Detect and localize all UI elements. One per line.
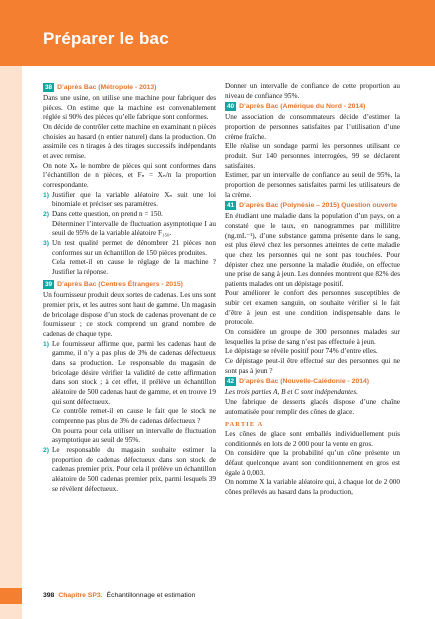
exercise-number: 39 [45,281,53,289]
item-continuation: Cela remet-il en cause le réglage de la machine ? Justifier la réponse. [52,258,216,276]
paragraph: Le dépistage se révèle positif pour 74% d’entre elles. [225,347,378,356]
question-item [43,446,216,494]
exercise-number: 40 [227,103,235,111]
exercise-number: 38 [45,84,53,91]
paragraph: On décide de contrôler cette machine en examinant n pièces choisies au hasard (n entier naturel) dans la production. On assimile ces n tirages à des tirages successifs indépendants et avec remise. [43,122,216,160]
chapter-banner [0,0,435,66]
paragraph: Une fabrique de desserts glacés dispose d’une chaîne automatisée pour remplir des cônes de glace. [225,398,400,416]
chapter-title: Échantillonnage et estimation [106,592,196,599]
question-item [43,239,216,258]
item-number: 2) [43,446,50,454]
item-number: 1) [43,191,50,199]
item-text: Un test qualité permet de dénombrer 21 pièces non conformes sur un échantillon de 150 pièces produites. [52,238,216,257]
page-title: Préparer le bac [43,29,169,48]
left-column [43,82,216,494]
item-continuation: Ce contrôle remet-il en cause le fait que le stock ne comprenne pas plus de 3% de cadenas défectueux ? [52,407,216,425]
paragraph: Estimer, par un intervalle de confiance au seuil de 95%, la proportion de personnes satisfaites parmi les utilisateurs de la crème. [225,171,400,199]
part-heading: PARTIE A [225,421,264,429]
item-text: Justifier que la variable aléatoire Xₙ suit une loi binomiale et préciser ses paramètres. [52,190,216,209]
item-number: 2) [43,210,50,218]
item-number: 1) [43,340,50,348]
exercise-39-header [43,280,216,290]
paragraph: Les trois parties A, B et C sont indépendantes. [225,388,358,397]
question-item [43,191,216,210]
footer-marker [0,588,22,604]
exercise-title: D’après Bac (Nouvelle-Calédonie - 2014) [239,378,370,386]
page-number: 398 [43,592,55,599]
chapter-label: Chapitre SP3. [58,592,103,599]
paragraph: Elle réalise un sondage parmi les personnes utilisant ce produit. Sur 140 personnes interrogées, 99 se déclarent satisfaites. [225,142,400,170]
question-item [43,210,216,220]
paragraph: Pour améliorer le confort des personnes susceptibles de subir cet examen sanguin, on souhaite vérifier si le fait d’être à jeun est une condition indispensable dans le protocole. [225,289,400,327]
exercise-title: D’après Bac (Amérique du Nord - 2014) [239,103,366,111]
paragraph: Dans une usine, on utilise une machine pour fabriquer des pièces. On estime que la machine est convenablement réglée si 90% des pièces qu’elle fabrique sont conformes. [43,94,216,122]
item-continuation: Déterminer l’intervalle de fluctuation asymptotique I au seuil de 95% de la variable aléatoire F₁₅₀. [52,219,216,238]
page-footer [43,592,195,599]
exercise-title: D’après Bac (Polynésie – 2015) Question ouverte [239,202,398,210]
exercise-title: D’après Bac (Centres Étrangers - 2015) [57,281,183,289]
item-text: Le fournisseur affirme que, parmi les cadenas haut de gamme, il n’y a pas plus de 3% de cadenas défectueux dans sa production. Le responsable du magasin de bricolage désire vérifier la validité de cette affirmation dans son stock ; à cet effet, il prélève un échantillon aléatoire de 500 cadenas haut de gamme, et en trouve 19 qui sont défectueux. [52,339,216,406]
item-text: Dans cette question, on prend n = 150. [52,209,163,218]
exercise-38-header [43,83,216,93]
item-number: 3) [43,239,50,247]
exercise-40-header [225,102,400,112]
question-item [43,340,216,408]
exercise-41-header [225,201,400,211]
paragraph: Les cônes de glace sont emballés individuellement puis conditionnés en lots de 2 000 pour la vente en gros. [225,430,400,448]
exercise-number: 42 [227,378,235,386]
paragraph: Une association de consommateurs décide d’estimer la proportion de personnes satisfaites par l’utilisation d’une crème fraîche. [225,113,400,141]
paragraph: Un fournisseur produit deux sortes de cadenas. Les uns sont premier prix, et les autres sont haut de gamme. Un magasin de bricolage dispose d’un stock de cadenas provenant de ce fournisseur ; ce stock comprend un grand nombre de cadenas de chaque type. [43,291,216,339]
paragraph: On note Xₙ le nombre de pièces qui sont conformes dans l’échantillon de n pièces, et Fₙ = Xₙ/n la proportion correspondante. [43,161,216,189]
paragraph: Donner un intervalle de confiance de cette proportion au niveau de confiance 95%. [225,82,400,100]
item-text: Le responsable du magasin souhaite estimer la proportion de cadenas défectueux dans son stock de cadenas premier prix. Pour cela il prélève un échantillon aléatoire de 500 cadenas premier prix, parmi lesquels 39 se révèlent défectueux. [52,445,216,493]
paragraph: En étudiant une maladie dans la population d’un pays, on a constaté que le taux, en nanogrammes par millilitre (ng.mL⁻¹), d’une substance gamma présente dans le sang, est plus élevé chez les personnes atteintes de cette maladie que chez les personnes qui ne sont pas touchées. Pour dépister chez une personne la maladie étudiée, on effectue une prise de sang à jeun. Les données montrent que 82% des patients malades ont un dépistage positif. [225,212,400,288]
paragraph: On considère un groupe de 300 personnes malades sur lesquelles la prise de sang n’est pas effectuée à jeun. [225,328,400,346]
right-column [225,82,400,498]
paragraph: Ce dépistage peut-il être effectué sur des personnes qui ne sont pas à jeun ? [225,357,400,375]
exercise-42-header [225,377,400,387]
exercise-number: 41 [227,202,235,210]
item-continuation: On pourra pour cela utiliser un intervalle de fluctuation asymptotique au seuil de 95%. [52,426,216,445]
paragraph: On nomme X la variable aléatoire qui, à chaque lot de 2 000 cônes prélevés au hasard dans la production, [225,478,400,496]
paragraph: On considère que la probabilité qu’un cône présente un défaut quelconque avant son conditionnement en gros est égale à 0,003. [225,449,400,477]
exercise-title: D’après Bac (Métropole - 2013) [57,84,157,91]
side-strip [0,66,22,619]
